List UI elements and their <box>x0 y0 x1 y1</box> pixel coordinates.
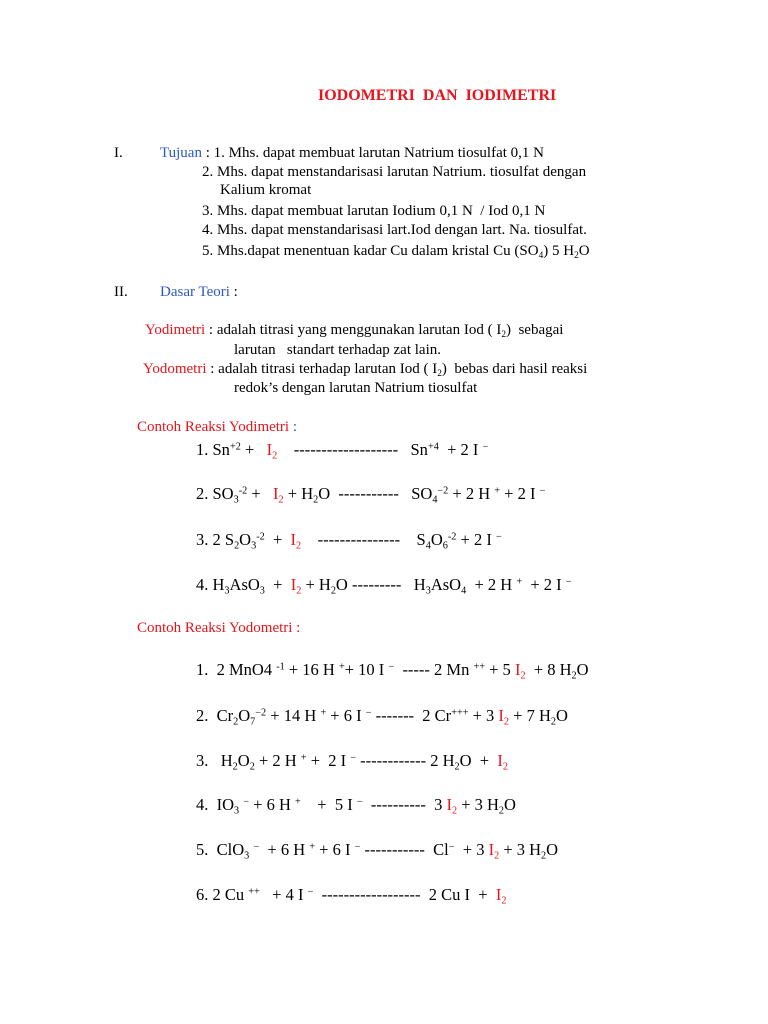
text-run: 6. 2 Cu <box>196 885 249 904</box>
reaction-equation <box>196 795 516 815</box>
definition-colon: : <box>206 361 219 377</box>
text-run: O <box>238 706 251 725</box>
subscript: 2 <box>249 761 255 773</box>
text-run: larutan standart terhadap zat lain. <box>234 342 441 358</box>
text-run: + <box>264 575 291 594</box>
text-run: + 2 I <box>456 530 496 549</box>
superscript: + <box>295 796 301 808</box>
text-run: + 2 H <box>448 484 495 503</box>
superscript: − <box>495 531 502 543</box>
text-run: O --------- H <box>335 575 426 594</box>
text-run: Contoh Reaksi Yodometri : <box>137 620 301 636</box>
subscript: 2 <box>454 761 460 773</box>
superscript: − <box>354 841 361 853</box>
subscript: 2 <box>451 805 458 817</box>
subscript: 2 <box>502 761 508 773</box>
subscript: 7 <box>250 716 256 728</box>
section-dasar-colon: : <box>229 284 238 300</box>
text-run: 4. IO <box>196 795 235 814</box>
text-run: I <box>495 885 502 904</box>
reaction-equation <box>196 484 545 504</box>
subscript: 2 <box>498 805 505 817</box>
text-run: + <box>247 484 274 503</box>
subscript: 2 <box>232 761 238 773</box>
text-run: + 6 I <box>326 706 366 725</box>
subscript: 2 <box>501 895 507 907</box>
subscript: 2 <box>234 540 240 552</box>
reaction-equation <box>196 575 572 595</box>
section-dasar-heading <box>160 283 238 301</box>
definition-text <box>234 341 441 359</box>
tujuan-line <box>202 202 545 220</box>
reaction-equation <box>196 885 506 905</box>
text-run: O <box>546 840 559 859</box>
subscript: 3 <box>244 850 250 862</box>
subscript: 3 <box>251 540 257 552</box>
superscript: + <box>309 841 316 853</box>
text-run: I <box>497 751 503 770</box>
text-run: O <box>504 795 516 814</box>
text-run: I <box>446 795 452 814</box>
text-run: + 3 <box>454 840 489 859</box>
superscript: − <box>388 661 395 673</box>
subscript: 2 <box>313 494 319 506</box>
text-run: + H <box>283 484 314 503</box>
superscript: − <box>356 796 363 808</box>
text-run: I <box>290 530 297 549</box>
subscript: 3 <box>233 494 239 506</box>
superscript: ++ <box>473 661 485 673</box>
superscript: − <box>365 707 372 719</box>
reaction-equation <box>196 660 589 680</box>
superscript: -1 <box>276 661 285 673</box>
subscript: 2 <box>501 329 506 340</box>
superscript: +4 <box>427 441 439 453</box>
text-run: Contoh Reaksi Yodimetri <box>137 419 293 435</box>
subscript: 2 <box>296 585 302 597</box>
text-run: 4. Mhs. dapat menstandarisasi lart.Iod dengan lart. Na. tiosulfat. <box>202 222 587 238</box>
text-run: + <box>264 530 291 549</box>
text-run: + 5 I <box>300 795 357 814</box>
text-run: I <box>488 840 495 859</box>
text-run: + 2 I <box>438 440 483 459</box>
definition-text <box>218 361 587 377</box>
superscript: − <box>448 841 455 853</box>
superscript: − <box>350 752 357 764</box>
text-run: 4. H <box>196 575 225 594</box>
subscript: 2 <box>494 850 500 862</box>
subscript: 2 <box>571 670 577 682</box>
text-run: 3. H <box>196 751 233 770</box>
superscript: + <box>320 707 327 719</box>
text-run: + H <box>301 575 331 594</box>
text-run: O <box>430 530 443 549</box>
text-run: I <box>266 440 273 459</box>
superscript: -2 <box>238 485 248 497</box>
subscript: 3 <box>224 585 230 597</box>
text-run: adalah titrasi terhadap larutan Iod ( I <box>218 361 438 377</box>
text-run: + 2 H <box>466 575 517 594</box>
superscript: ++ <box>248 886 260 898</box>
subscript: 2 <box>550 716 556 728</box>
text-run: : <box>292 419 298 435</box>
text-run: ) 5 H <box>543 243 575 259</box>
tujuan-line <box>220 181 311 199</box>
superscript: + <box>516 576 523 588</box>
subscript: 2 <box>503 716 510 728</box>
superscript: -2 <box>447 531 457 543</box>
text-run: O <box>239 530 252 549</box>
text-run: ) bebas dari hasil reaksi <box>441 361 588 377</box>
text-run: 2. Cr <box>196 706 234 725</box>
text-run: O ----------- SO <box>318 484 433 503</box>
definition-text <box>217 322 564 338</box>
text-run: + 14 H <box>266 706 321 725</box>
subscript: 3 <box>425 585 431 597</box>
subscript: 2 <box>541 850 547 862</box>
text-run: ----- 2 Mn <box>394 660 474 679</box>
text-run: I <box>514 660 521 679</box>
subscript: 4 <box>538 250 544 261</box>
definition-colon: : <box>205 322 217 338</box>
tujuan-line <box>202 163 586 181</box>
superscript: − <box>565 576 572 588</box>
superscript: − <box>253 841 260 853</box>
subscript: 4 <box>425 540 431 552</box>
reaction-equation <box>196 751 508 771</box>
text-run: + 6 H <box>249 795 296 814</box>
section-tujuan-heading <box>160 144 544 162</box>
text-run: I <box>290 575 297 594</box>
reaction-equation <box>196 706 568 726</box>
text-run: 5. ClO <box>196 840 245 859</box>
text-run: ------------------ 2 Cu I + <box>313 885 496 904</box>
text-run: AsO <box>430 575 462 594</box>
text-run: 1. 2 MnO4 <box>196 660 277 679</box>
reaction-equation <box>196 440 488 460</box>
text-run: + 3 H <box>499 840 542 859</box>
text-run: 3. 2 S <box>196 530 235 549</box>
text-run: + 4 I <box>259 885 308 904</box>
superscript: − <box>307 886 314 898</box>
reaction-equation <box>196 840 558 860</box>
subscript: 6 <box>442 540 448 552</box>
superscript: −2 <box>437 485 449 497</box>
text-run: 1. Sn <box>196 440 230 459</box>
subscript: 2 <box>330 585 336 597</box>
subscript: 2 <box>296 540 302 552</box>
text-run: ----------- Cl <box>360 840 449 859</box>
page-title: IODOMETRI DAN IODIMETRI <box>318 87 557 104</box>
superscript: + <box>300 752 307 764</box>
yodometri-examples-heading <box>137 619 300 637</box>
definition-term: Yodimetri <box>145 322 206 338</box>
section-tujuan-colon: : <box>201 145 214 161</box>
text-run: I <box>273 484 279 503</box>
tujuan-line <box>202 242 590 260</box>
subscript: 3 <box>259 585 265 597</box>
text-run: O + <box>459 751 498 770</box>
superscript: -2 <box>256 531 265 543</box>
text-run: + 2 H <box>254 751 301 770</box>
text-run: + <box>240 440 267 459</box>
subscript: 2 <box>272 450 278 462</box>
text-run: + 2 I <box>306 751 351 770</box>
text-run: O <box>237 751 250 770</box>
text-run: O <box>556 706 568 725</box>
text-run: AsO <box>229 575 260 594</box>
text-run: ------------------- Sn <box>277 440 428 459</box>
text-run: + 3 <box>468 706 499 725</box>
text-run: O <box>578 243 590 259</box>
section-tujuan-label: Tujuan <box>160 145 202 161</box>
text-run: + 5 <box>485 660 515 679</box>
text-run: + 7 H <box>509 706 551 725</box>
tujuan-line <box>214 145 544 161</box>
superscript: + <box>338 661 345 673</box>
text-run: + 2 I <box>500 484 540 503</box>
text-run: + 8 H <box>525 660 572 679</box>
text-run: 2. SO <box>196 484 234 503</box>
text-run: ------------ 2 H <box>356 751 455 770</box>
text-run: I <box>498 706 504 725</box>
superscript: − <box>482 441 489 453</box>
superscript: + <box>494 485 501 497</box>
text-run: + 2 I <box>522 575 566 594</box>
subscript: 3 <box>234 805 240 817</box>
definition-yodometri <box>143 360 587 378</box>
text-run: O <box>576 660 589 679</box>
definition-term: Yodometri <box>143 361 207 377</box>
text-run: 5. Mhs.dapat menentuan kadar Cu dalam kristal Cu (SO <box>202 243 539 259</box>
superscript: − <box>539 485 546 497</box>
subscript: 2 <box>278 494 284 506</box>
text-run: ------- 2 Cr <box>371 706 452 725</box>
text-run: redok’s dengan larutan Natrium tiosulfat <box>234 380 478 396</box>
subscript: 2 <box>520 670 526 682</box>
text-run: + 16 H <box>284 660 339 679</box>
text-run: 1. Mhs. dapat membuat larutan Natrium tiosulfat 0,1 N <box>213 145 544 161</box>
superscript: +2 <box>229 441 241 453</box>
section-dasar-label: Dasar Teori <box>160 284 230 300</box>
yodimetri-examples-heading <box>137 418 297 436</box>
text-run: + 3 H <box>457 795 499 814</box>
subscript: 2 <box>574 250 579 261</box>
text-run: Kalium kromat <box>220 182 312 198</box>
reaction-equation <box>196 530 502 550</box>
subscript: 2 <box>437 368 442 379</box>
definition-yodimetri <box>145 321 563 339</box>
subscript: 4 <box>432 494 438 506</box>
definition-text <box>234 379 477 397</box>
text-run: + 10 I <box>344 660 389 679</box>
text-run: --------------- S <box>301 530 426 549</box>
text-run: adalah titrasi yang menggunakan larutan Iod ( I <box>216 322 502 338</box>
text-run: 3. Mhs. dapat membuat larutan Iodium 0,1 N / Iod 0,1 N <box>202 203 546 219</box>
text-run: ) sebagai <box>505 322 564 338</box>
subscript: 2 <box>233 716 239 728</box>
text-run: + 6 I <box>315 840 355 859</box>
section-tujuan-numeral: I. <box>114 145 123 161</box>
superscript: +++ <box>451 707 469 719</box>
superscript: − <box>243 796 250 808</box>
text-run: + 6 H <box>259 840 310 859</box>
superscript: −2 <box>255 707 267 719</box>
text-run: ---------- 3 <box>362 795 447 814</box>
subscript: 4 <box>461 585 467 597</box>
tujuan-line <box>202 221 587 239</box>
text-run: 2. Mhs. dapat menstandarisasi larutan Natrium. tiosulfat dengan <box>202 164 587 180</box>
section-dasar-numeral: II. <box>114 284 128 300</box>
